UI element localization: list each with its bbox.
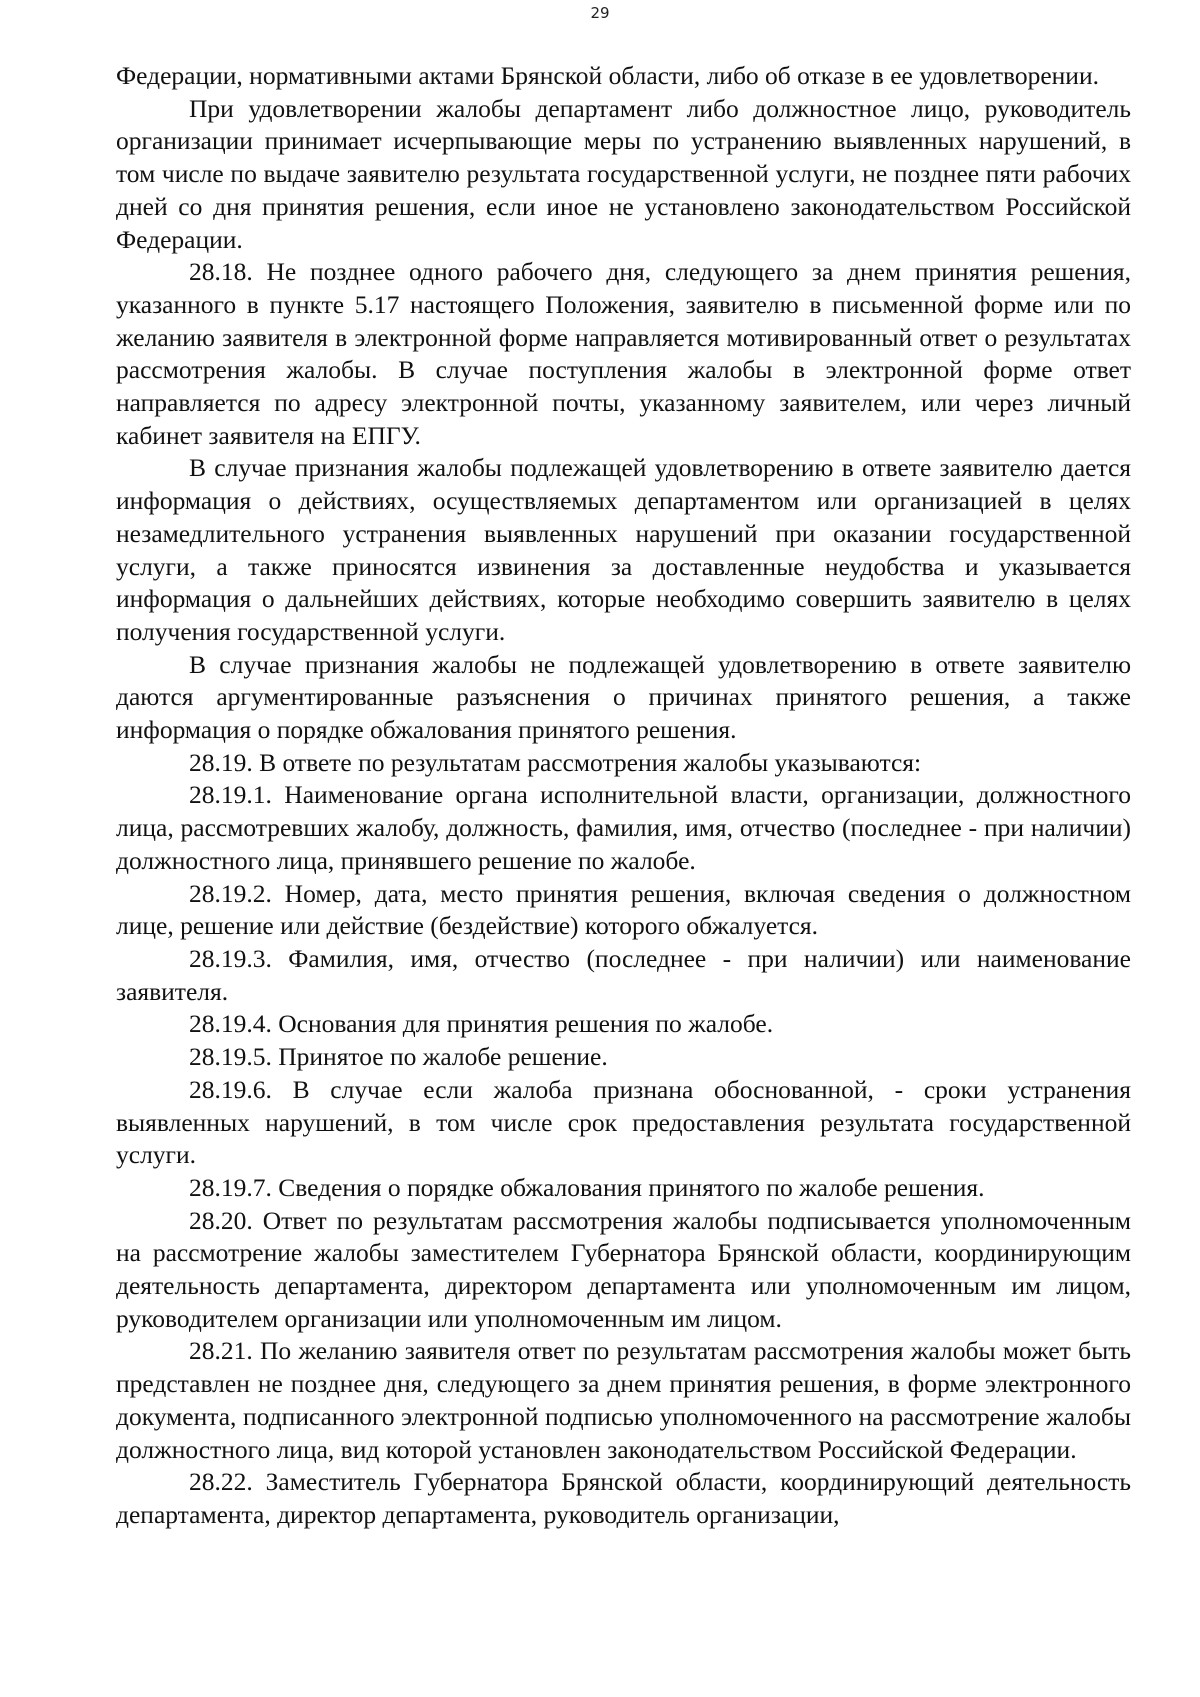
paragraph-complaint-satisfaction-measures: При удовлетворении жалобы департамент либо должностное лицо, руководитель организации принимает исчерпывающие меры по устранению выявленных нарушений, в том числе по выдаче заявителю результата государственной услуги, не позднее пяти рабочих дней со дня принятия решения, если иное не установлено законодательством Российской Федерации. — [116, 93, 1131, 254]
document-body — [116, 60, 1131, 1532]
paragraph-28-19-4: 28.19.4. Основания для принятия решения по жалобе. — [189, 1009, 774, 1039]
paragraph-28-18: 28.18. Не позднее одного рабочего дня, следующего за днем принятия решения, указанного в пункте 5.17 настоящего Положения, заявителю в письменной форме или по желанию заявителя в электронной форме направляется мотивированный ответ о результатах рассмотрения жалобы. В случае поступления жалобы в электронной форме ответ направляется по адресу электронной почты, указанному заявителем, или через личный кабинет заявителя на ЕПГУ. — [116, 257, 1131, 450]
paragraph-28-21: 28.21. По желанию заявителя ответ по результатам рассмотрения жалобы может быть представлен не позднее дня, следующего за днем принятия решения, в форме электронного документа, подписанного электронной подписью уполномоченного на рассмотрение жалобы должностного лица, вид которой установлен законодательством Российской Федерации. — [116, 1336, 1131, 1464]
paragraph-28-19-2: 28.19.2. Номер, дата, место принятия решения, включая сведения о должностном лице, решение или действие (бездействие) которого обжалуется. — [116, 878, 1131, 941]
paragraph-complaint-upheld-response: В случае признания жалобы подлежащей удовлетворению в ответе заявителю дается информация о действиях, осуществляемых департаментом или организацией в целях незамедлительного устранения выявленных нарушений при оказании государственной услуги, а также приносятся извинения за доставленные неудобства и указывается информация о дальнейших действиях, которые необходимо совершить заявителю в целях получения государственной услуги. — [116, 453, 1131, 646]
paragraph-complaint-rejected-response: В случае признания жалобы не подлежащей удовлетворению в ответе заявителю даются аргументированные разъяснения о причинах принятого решения, а также информация о порядке обжалования принятого решения. — [116, 649, 1131, 745]
paragraph-28-19-3: 28.19.3. Фамилия, имя, отчество (последнее - при наличии) или наименование заявителя. — [116, 943, 1131, 1006]
paragraph-28-19-5: 28.19.5. Принятое по жалобе решение. — [189, 1042, 608, 1072]
paragraph-28-19-7: 28.19.7. Сведения о порядке обжалования принятого по жалобе решения. — [189, 1172, 985, 1202]
paragraph-28-22: 28.22. Заместитель Губернатора Брянской области, координирующий деятельность департамента, директор департамента, руководитель организации, — [116, 1467, 1131, 1529]
paragraph-28-19-6: 28.19.6. В случае если жалоба признана обоснованной, - сроки устранения выявленных нарушений, в том числе срок предоставления результата государственной услуги. — [116, 1074, 1131, 1170]
paragraph-continuation: Федерации, нормативными актами Брянской области, либо об отказе в ее удовлетворении. — [116, 61, 1099, 90]
paragraph-28-20: 28.20. Ответ по результатам рассмотрения жалобы подписывается уполномоченным на рассмотрение жалобы заместителем Губернатора Брянской области, координирующим деятельность департамента, директором департамента или уполномоченным им лицом, руководителем организации или уполномоченным им лицом. — [116, 1205, 1131, 1333]
page-number: 29 — [590, 4, 610, 22]
paragraph-28-19-1: 28.19.1. Наименование органа исполнительной власти, организации, должностного лица, рассмотревших жалобу, должность, фамилия, имя, отчество (последнее - при наличии) должностного лица, принявшего решение по жалобе. — [116, 780, 1131, 875]
paragraph-28-19: 28.19. В ответе по результатам рассмотрения жалобы указываются: — [189, 747, 922, 777]
